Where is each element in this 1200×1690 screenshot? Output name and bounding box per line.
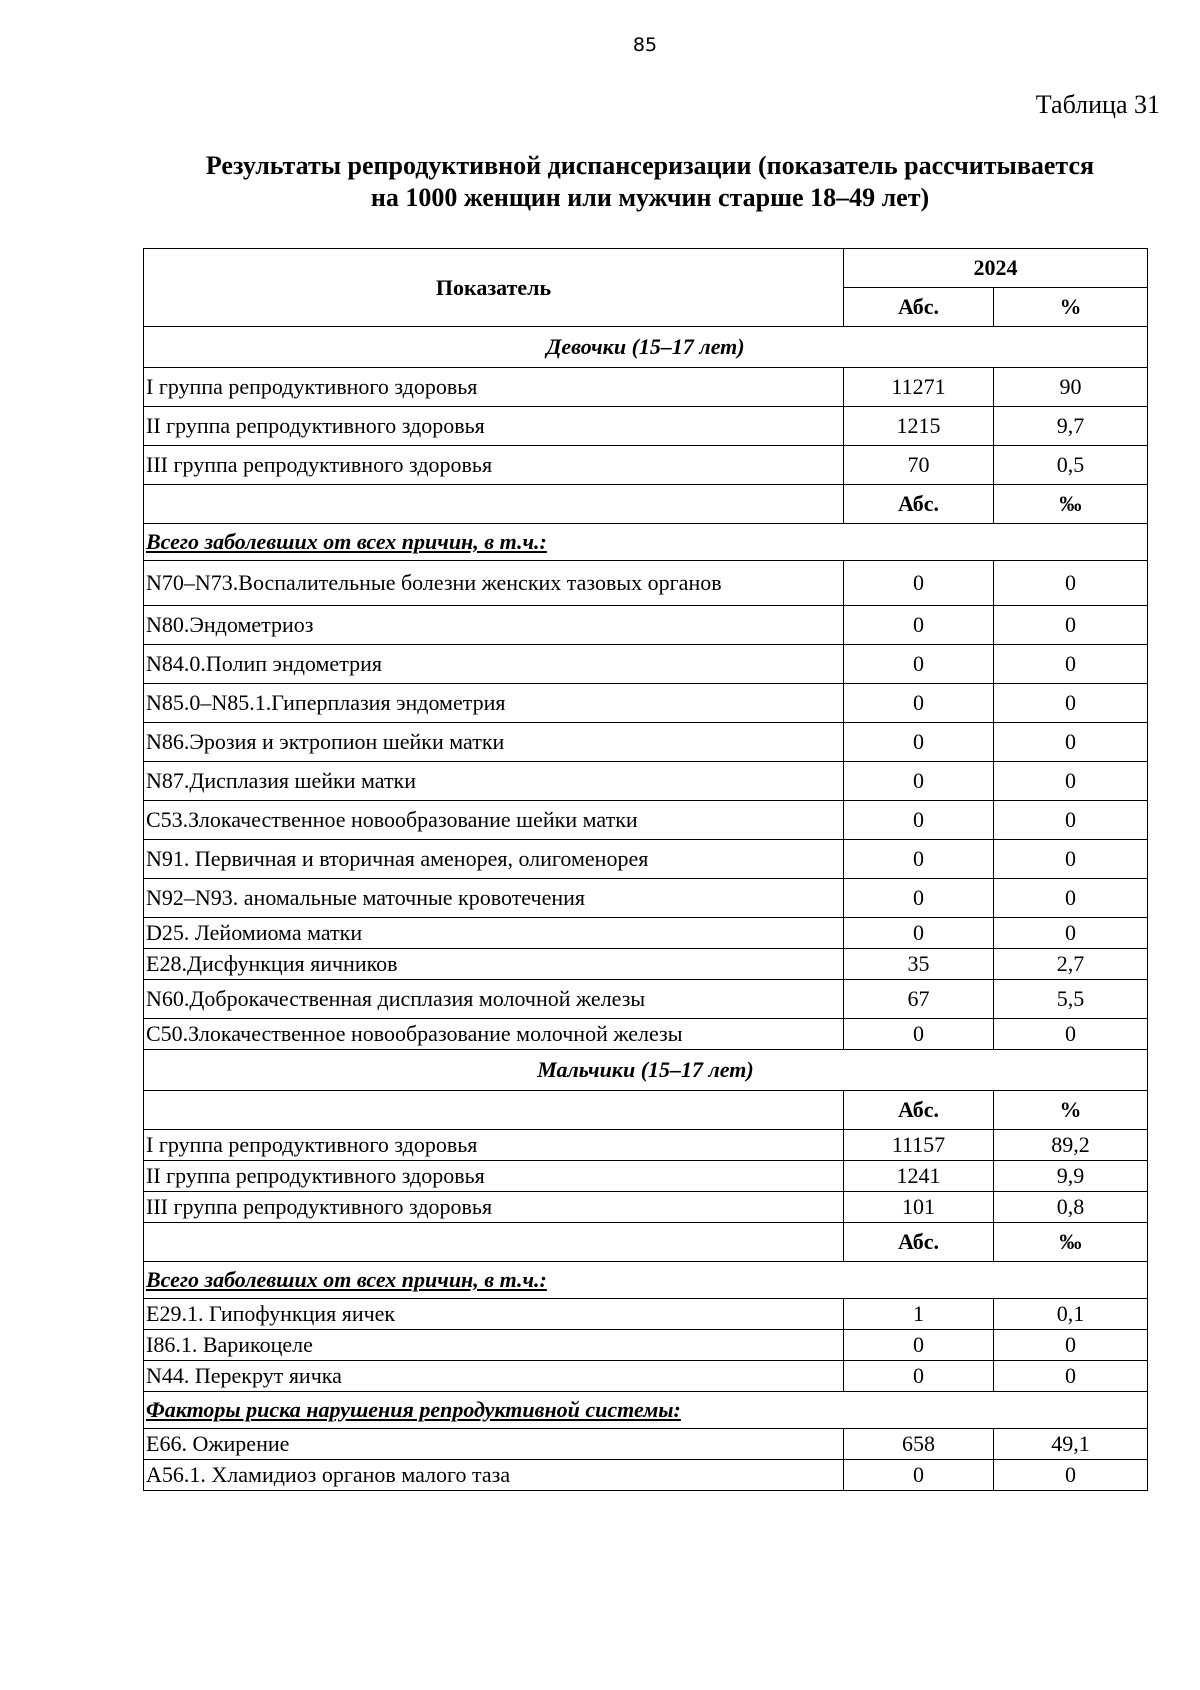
row-abs: 35 bbox=[844, 949, 994, 980]
row-name: N60.Доброкачественная дисплазия молочной железы bbox=[144, 980, 844, 1019]
empty-cell bbox=[144, 1091, 844, 1130]
row-abs: 11271 bbox=[844, 368, 994, 407]
row-value: 2,7 bbox=[994, 949, 1148, 980]
row-value: 0 bbox=[994, 606, 1148, 645]
empty-cell bbox=[144, 1223, 844, 1262]
row-value: 0 bbox=[994, 879, 1148, 918]
row-name: I86.1. Варикоцеле bbox=[144, 1330, 844, 1361]
row-value: 0,1 bbox=[994, 1299, 1148, 1330]
row-name: N80.Эндометриоз bbox=[144, 606, 844, 645]
table-row bbox=[144, 606, 1148, 645]
table-row bbox=[144, 1192, 1148, 1223]
girls-total-row bbox=[144, 524, 1148, 561]
table-row bbox=[144, 407, 1148, 446]
row-abs: 67 bbox=[844, 980, 994, 1019]
year-header: 2024 bbox=[844, 249, 1148, 288]
indicator-header: Показатель bbox=[144, 249, 844, 327]
row-value: 0 bbox=[994, 801, 1148, 840]
row-name: III группа репродуктивного здоровья bbox=[144, 446, 844, 485]
abs-subheader: Абс. bbox=[844, 1091, 994, 1130]
row-name: II группа репродуктивного здоровья bbox=[144, 407, 844, 446]
subheader-row bbox=[144, 485, 1148, 524]
row-pct: 0,5 bbox=[994, 446, 1148, 485]
title-line-2: на 1000 женщин или мужчин старше 18–49 лет) bbox=[370, 183, 930, 212]
abs-subheader: Абс. bbox=[844, 485, 994, 524]
row-pct: 9,7 bbox=[994, 407, 1148, 446]
row-name: N85.0–N85.1.Гиперплазия эндометрия bbox=[144, 684, 844, 723]
row-abs: 0 bbox=[844, 645, 994, 684]
value-subheader: % bbox=[994, 1091, 1148, 1130]
row-abs: 1 bbox=[844, 1299, 994, 1330]
row-name: II группа репродуктивного здоровья bbox=[144, 1161, 844, 1192]
row-name: E29.1. Гипофункция яичек bbox=[144, 1299, 844, 1330]
row-name: I группа репродуктивного здоровья bbox=[144, 1130, 844, 1161]
row-value: 0 bbox=[994, 645, 1148, 684]
girls-section-row bbox=[144, 327, 1148, 368]
row-value: 0 bbox=[994, 561, 1148, 606]
boys-total-label: Всего заболевших от всех причин, в т.ч.: bbox=[144, 1262, 1148, 1299]
table-row bbox=[144, 561, 1148, 606]
row-name: N91. Первичная и вторичная аменорея, олигоменорея bbox=[144, 840, 844, 879]
boys-section-title: Мальчики (15–17 лет) bbox=[144, 1050, 1148, 1091]
table-row bbox=[144, 762, 1148, 801]
row-name: E28.Дисфункция яичников bbox=[144, 949, 844, 980]
row-name: C50.Злокачественное новообразование молочной железы bbox=[144, 1019, 844, 1050]
table-row bbox=[144, 949, 1148, 980]
pct-header: % bbox=[994, 288, 1148, 327]
page-number: 85 bbox=[632, 34, 658, 56]
table-row bbox=[144, 1161, 1148, 1192]
table-row bbox=[144, 879, 1148, 918]
table-row bbox=[144, 446, 1148, 485]
row-name: I группа репродуктивного здоровья bbox=[144, 368, 844, 407]
row-name: N92–N93. аномальные маточные кровотечения bbox=[144, 879, 844, 918]
row-value: 89,2 bbox=[994, 1130, 1148, 1161]
abs-header: Абс. bbox=[844, 288, 994, 327]
table-row bbox=[144, 1299, 1148, 1330]
row-abs: 0 bbox=[844, 561, 994, 606]
row-name: D25. Лейомиома матки bbox=[144, 918, 844, 949]
row-abs: 0 bbox=[844, 801, 994, 840]
table-row bbox=[144, 918, 1148, 949]
row-abs: 0 bbox=[844, 606, 994, 645]
row-value: 5,5 bbox=[994, 980, 1148, 1019]
row-value: 49,1 bbox=[994, 1429, 1148, 1460]
boys-risk-label: Факторы риска нарушения репродуктивной системы: bbox=[144, 1392, 1148, 1429]
row-abs: 0 bbox=[844, 1330, 994, 1361]
row-abs: 0 bbox=[844, 1361, 994, 1392]
value-subheader: ‰ bbox=[994, 1223, 1148, 1262]
row-value: 0 bbox=[994, 762, 1148, 801]
table-row bbox=[144, 801, 1148, 840]
table-label: Таблица 31 bbox=[1035, 90, 1160, 119]
table-row bbox=[144, 980, 1148, 1019]
row-value: 0 bbox=[994, 723, 1148, 762]
row-name: III группа репродуктивного здоровья bbox=[144, 1192, 844, 1223]
row-name: N70–N73.Воспалительные болезни женских тазовых органов bbox=[144, 561, 844, 606]
table-row bbox=[144, 840, 1148, 879]
header-row-1 bbox=[144, 249, 1148, 288]
document-title bbox=[130, 150, 1170, 214]
boys-total-label-row bbox=[144, 1262, 1148, 1299]
row-value: 0 bbox=[994, 918, 1148, 949]
table-row bbox=[144, 723, 1148, 762]
table-row bbox=[144, 1429, 1148, 1460]
empty-cell bbox=[144, 485, 844, 524]
row-name: N84.0.Полип эндометрия bbox=[144, 645, 844, 684]
row-abs: 0 bbox=[844, 840, 994, 879]
row-value: 9,9 bbox=[994, 1161, 1148, 1192]
girls-total-label: Всего заболевших от всех причин, в т.ч.: bbox=[144, 524, 1148, 561]
table-row bbox=[144, 1130, 1148, 1161]
table-row bbox=[144, 1361, 1148, 1392]
row-value: 0 bbox=[994, 1361, 1148, 1392]
boys-section-title-row bbox=[144, 1050, 1148, 1091]
table-row bbox=[144, 645, 1148, 684]
row-abs: 0 bbox=[844, 684, 994, 723]
row-value: 0 bbox=[994, 684, 1148, 723]
row-abs: 1241 bbox=[844, 1161, 994, 1192]
table-row bbox=[144, 1019, 1148, 1050]
row-abs: 11157 bbox=[844, 1130, 994, 1161]
boys-subheader-pct-row bbox=[144, 1091, 1148, 1130]
row-value: 0 bbox=[994, 1019, 1148, 1050]
results-table-wrapper bbox=[143, 248, 1147, 1491]
row-name: N86.Эрозия и эктропион шейки матки bbox=[144, 723, 844, 762]
row-abs: 0 bbox=[844, 1019, 994, 1050]
row-name: A56.1. Хламидиоз органов малого таза bbox=[144, 1460, 844, 1491]
table-row bbox=[144, 684, 1148, 723]
row-name: N87.Дисплазия шейки матки bbox=[144, 762, 844, 801]
row-value: 0,8 bbox=[994, 1192, 1148, 1223]
row-abs: 658 bbox=[844, 1429, 994, 1460]
row-name: C53.Злокачественное новообразование шейки матки bbox=[144, 801, 844, 840]
row-name: N44. Перекрут яичка bbox=[144, 1361, 844, 1392]
row-abs: 0 bbox=[844, 918, 994, 949]
row-abs: 0 bbox=[844, 879, 994, 918]
row-abs: 1215 bbox=[844, 407, 994, 446]
abs-subheader: Абс. bbox=[844, 1223, 994, 1262]
table-row bbox=[144, 368, 1148, 407]
boys-subheader-permille-row bbox=[144, 1223, 1148, 1262]
table-row bbox=[144, 1330, 1148, 1361]
row-value: 0 bbox=[994, 1330, 1148, 1361]
title-line-1: Результаты репродуктивной диспансеризации (показатель рассчитывается bbox=[205, 151, 1095, 180]
results-table bbox=[143, 248, 1148, 1491]
girls-section-title: Девочки (15–17 лет) bbox=[144, 327, 1148, 368]
table-row bbox=[144, 1460, 1148, 1491]
row-abs: 70 bbox=[844, 446, 994, 485]
row-abs: 101 bbox=[844, 1192, 994, 1223]
boys-risk-label-row bbox=[144, 1392, 1148, 1429]
row-name: E66. Ожирение bbox=[144, 1429, 844, 1460]
permille-subheader: ‰ bbox=[994, 485, 1148, 524]
row-abs: 0 bbox=[844, 723, 994, 762]
row-pct: 90 bbox=[994, 368, 1148, 407]
row-abs: 0 bbox=[844, 762, 994, 801]
row-value: 0 bbox=[994, 840, 1148, 879]
row-abs: 0 bbox=[844, 1460, 994, 1491]
row-value: 0 bbox=[994, 1460, 1148, 1491]
